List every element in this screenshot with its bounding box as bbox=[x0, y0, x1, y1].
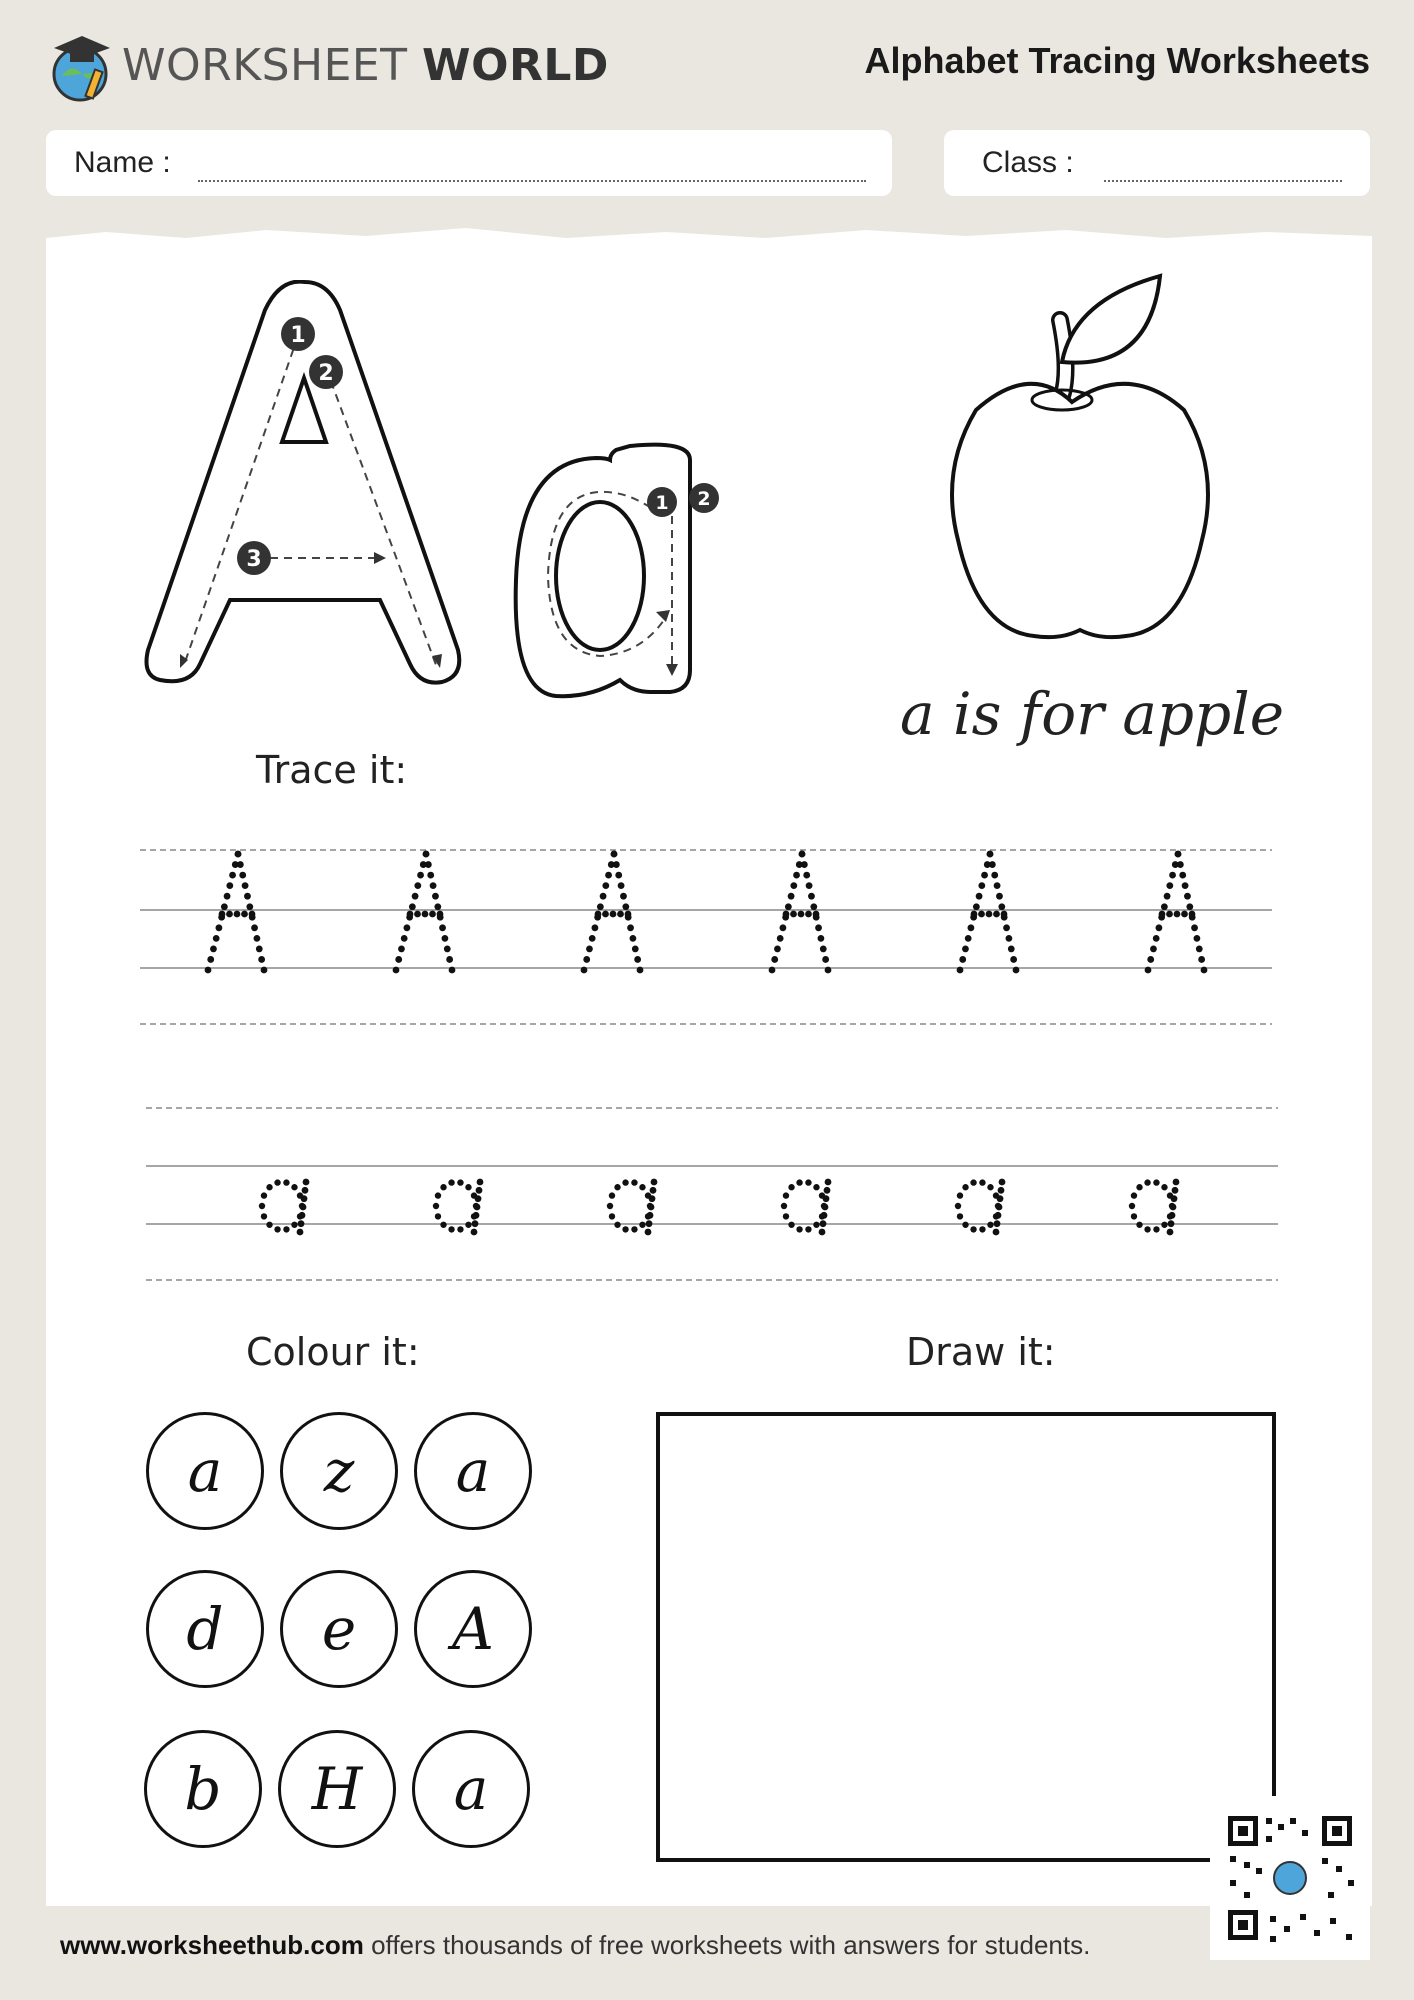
trace-letter-lower[interactable] bbox=[254, 1160, 324, 1240]
class-line bbox=[1104, 180, 1342, 182]
colour-circle[interactable]: a bbox=[412, 1730, 530, 1848]
footer-text: www.worksheethub.com offers thousands of free worksheets with answers for students. bbox=[60, 1930, 1091, 1960]
big-letters-illustration bbox=[130, 280, 750, 720]
colour-circle[interactable]: d bbox=[146, 1570, 264, 1688]
colour-it-label: Colour it: bbox=[246, 1330, 420, 1374]
name-line bbox=[198, 180, 866, 182]
trace-row-upper bbox=[140, 840, 1280, 980]
trace-letter-lower[interactable] bbox=[428, 1160, 498, 1240]
colour-circle[interactable]: a bbox=[414, 1412, 532, 1530]
trace-letter-lower[interactable] bbox=[776, 1160, 846, 1240]
colour-circle[interactable]: e bbox=[280, 1570, 398, 1688]
name-field[interactable] bbox=[46, 130, 892, 196]
colour-circle[interactable]: b bbox=[144, 1730, 262, 1848]
apple-caption: a is for apple bbox=[900, 680, 1285, 748]
torn-edge-decoration bbox=[46, 226, 1372, 248]
trace-letter-upper[interactable] bbox=[764, 848, 844, 978]
colour-circle[interactable]: A bbox=[414, 1570, 532, 1688]
trace-letter-lower[interactable] bbox=[602, 1160, 672, 1240]
name-label: Name : bbox=[74, 146, 171, 179]
svg-text:1: 1 bbox=[290, 323, 306, 348]
trace-letter-upper[interactable] bbox=[388, 848, 468, 978]
trace-letter-lower[interactable] bbox=[950, 1160, 1020, 1240]
svg-text:2: 2 bbox=[318, 361, 334, 386]
class-field[interactable] bbox=[944, 130, 1370, 196]
colour-circle[interactable]: a bbox=[146, 1412, 264, 1530]
colour-circle[interactable]: H bbox=[278, 1730, 396, 1848]
colour-circle[interactable]: z bbox=[280, 1412, 398, 1530]
apple-icon bbox=[920, 270, 1220, 650]
trace-letter-upper[interactable] bbox=[1140, 848, 1220, 978]
svg-text:2: 2 bbox=[697, 488, 711, 510]
svg-text:1: 1 bbox=[655, 492, 669, 514]
trace-row-lower bbox=[146, 1108, 1286, 1248]
trace-letter-upper[interactable] bbox=[200, 848, 280, 978]
trace-letter-upper[interactable] bbox=[576, 848, 656, 978]
trace-letter-upper[interactable] bbox=[952, 848, 1032, 978]
footer-site-link[interactable]: www.worksheethub.com bbox=[60, 1930, 364, 1960]
trace-letter-lower[interactable] bbox=[1124, 1160, 1194, 1240]
qr-code-icon bbox=[1210, 1796, 1370, 1960]
page-title: Alphabet Tracing Worksheets bbox=[864, 40, 1370, 81]
draw-it-label: Draw it: bbox=[906, 1330, 1056, 1374]
trace-it-label: Trace it: bbox=[256, 748, 408, 792]
svg-text:3: 3 bbox=[246, 547, 262, 572]
class-label: Class : bbox=[982, 146, 1074, 179]
brand-name: WORKSHEET WORLD bbox=[122, 40, 609, 91]
draw-area[interactable] bbox=[656, 1412, 1276, 1862]
